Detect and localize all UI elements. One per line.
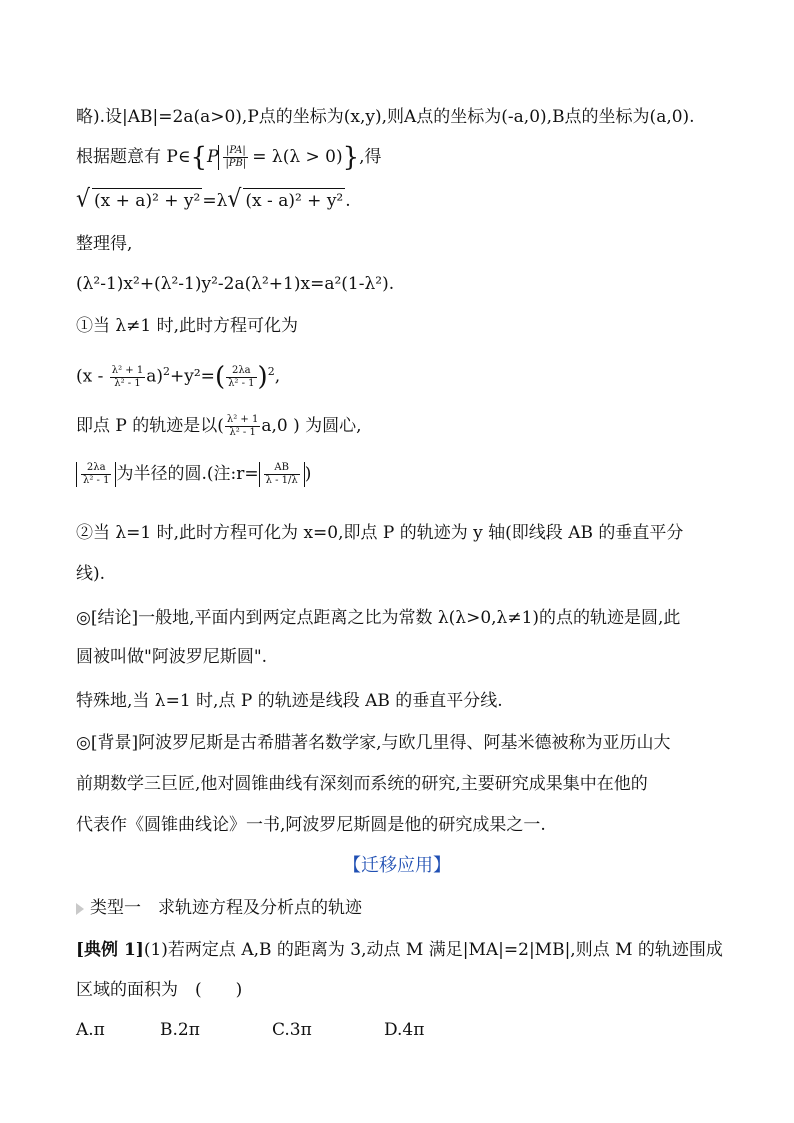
frac-num: AB — [264, 462, 300, 475]
eq-end: , — [274, 366, 281, 387]
text-line-17: 代表作《圆锥曲线论》一书,阿波罗尼斯圆是他的研究成果之一. — [76, 815, 546, 835]
center-prefix: 即点 P 的轨迹是以( — [76, 416, 224, 436]
paren-close: ) — [257, 362, 268, 393]
set-suffix: ,得 — [359, 147, 382, 167]
period: . — [345, 191, 351, 211]
text-line-3 — [76, 185, 351, 214]
text-line-1: 略).设|AB|=2a(a>0),P点的坐标为(x,y),则A点的坐标为(-a,0),B点的坐标为(a,0). — [76, 107, 695, 127]
eq-mid: +y²= — [170, 366, 215, 387]
text-line-14: 特殊地,当 λ=1 时,点 P 的轨迹是线段 AB 的垂直平分线. — [76, 691, 503, 711]
eq-square: 2 — [163, 365, 171, 378]
frac-num: λ² + 1 — [226, 414, 259, 425]
frac-num: |PA| — [223, 145, 248, 158]
frac-num: 2λa — [226, 365, 256, 378]
type-label: 类型一 求轨迹方程及分析点的轨迹 — [90, 898, 362, 918]
set-condition: = λ(λ > 0) — [252, 147, 343, 167]
frac-den: λ² - 1 — [83, 475, 110, 486]
option-b: B.2π — [160, 1020, 200, 1040]
text-line-4: 整理得, — [76, 234, 133, 254]
text-line-8 — [76, 414, 362, 439]
option-d: D.4π — [384, 1020, 425, 1040]
triangle-icon — [76, 903, 84, 915]
example-line-1 — [76, 938, 723, 962]
eq-a: a) — [146, 366, 164, 387]
abs-bar-2 — [259, 462, 305, 487]
text-line-12: ◎[结论]一般地,平面内到两定点距离之比为常数 λ(λ>0,λ≠1)的点的轨迹是圆,此 — [76, 608, 681, 628]
paren-open: ( — [214, 362, 226, 393]
eq-square-2: 2 — [267, 365, 275, 378]
frac-den: λ² - 1 — [229, 427, 256, 438]
option-c: C.3π — [272, 1020, 312, 1040]
example-tag: [典例 1] — [76, 940, 144, 960]
brace-open: { — [190, 142, 207, 173]
set-prefix: 根据题意有 P∈ — [76, 147, 191, 167]
text-line-9 — [76, 462, 311, 487]
center-suffix: a,0 ) 为圆心, — [261, 416, 362, 436]
frac-num: λ² + 1 — [111, 364, 144, 376]
text-line-11: 线). — [76, 564, 106, 584]
text-line-6: ①当 λ≠1 时,此时方程可化为 — [76, 316, 299, 336]
equals-lambda: =λ — [202, 191, 228, 211]
text-line-5: (λ²-1)x²+(λ²-1)y²-2a(λ²+1)x=a²(1-λ²). — [76, 274, 395, 294]
text-line-2 — [76, 142, 382, 173]
set-bar — [218, 145, 252, 170]
text-line-10: ②当 λ=1 时,此时方程可化为 x=0,即点 P 的轨迹为 y 轴(即线段 AB 的垂直平分 — [76, 523, 684, 543]
frac-den: λ² - 1 — [114, 377, 141, 389]
frac-den: |PB| — [225, 158, 247, 169]
brace-close: } — [342, 142, 360, 173]
section-heading: 【迁移应用】 — [343, 855, 451, 876]
text-line-7 — [76, 360, 281, 393]
radius-text: 为半径的圆.(注:r= — [116, 464, 259, 484]
sqrt-content-left: (x + a)² + y² — [92, 188, 202, 213]
text-line-15: ◎[背景]阿波罗尼斯是古希腊著名数学家,与欧几里得、阿基米德被称为亚历山大 — [76, 733, 671, 753]
text-line-13: 圆被叫做"阿波罗尼斯圆". — [76, 647, 268, 667]
frac-den: λ² - 1 — [228, 377, 255, 389]
abs-bar — [76, 462, 116, 487]
text-line-16: 前期数学三巨匠,他对圆锥曲线有深刻而系统的研究,主要研究成果集中在他的 — [76, 774, 648, 794]
example-text-1: (1)若两定点 A,B 的距离为 3,动点 M 满足|MA|=2|MB|,则点 M 的轨迹围成 — [143, 940, 723, 960]
sqrt-symbol-right: √ — [227, 185, 242, 214]
set-var: P — [206, 147, 219, 167]
radius-end: ) — [304, 464, 312, 484]
type-label-line — [76, 896, 362, 920]
option-a: A.π — [76, 1020, 105, 1040]
eq-prefix: (x - — [76, 366, 104, 387]
example-line-2: 区域的面积为 ( ) — [76, 980, 243, 1000]
frac-den: λ - 1/λ — [265, 475, 298, 486]
frac-num: 2λa — [81, 462, 111, 475]
sqrt-content-right: (x - a)² + y² — [243, 188, 345, 213]
sqrt-symbol-left: √ — [76, 185, 91, 214]
